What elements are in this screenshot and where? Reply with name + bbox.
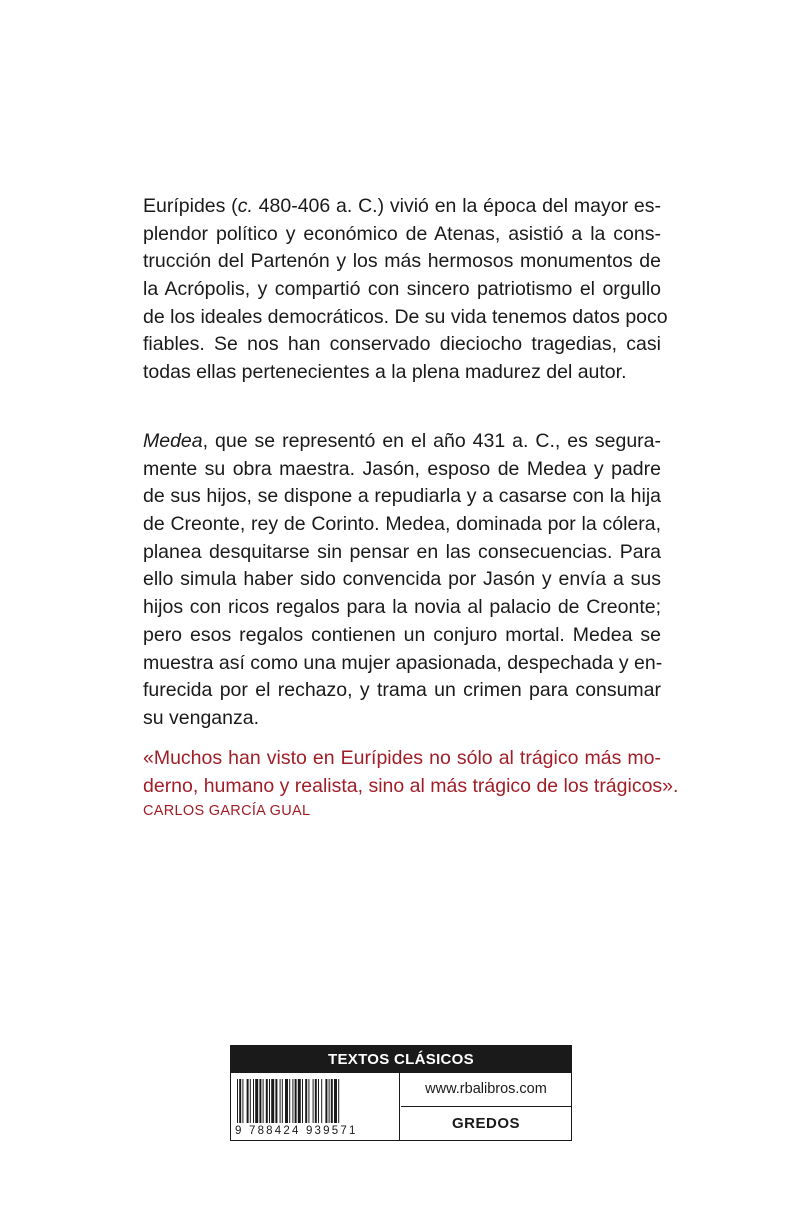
text-line: la Acrópolis, y compartió con sincero patriotismo el orgullo	[143, 278, 661, 301]
barcode-bar	[289, 1079, 290, 1123]
barcode-bar	[325, 1079, 327, 1123]
text-line: furecida por el rechazo, y trama un crimen para consumar	[143, 679, 661, 702]
barcode-bar	[305, 1079, 307, 1123]
text-line: su venganza.	[143, 706, 260, 729]
publisher-name: GREDOS	[451, 1115, 520, 1132]
barcode-bar	[271, 1079, 274, 1123]
description-paragraph-1	[143, 193, 668, 387]
quote-line: «Muchos han visto en Eurípides no sólo al trágico más mo-	[143, 747, 661, 769]
quote-line: derno, humano y realista, sino al más trágico de los trágicos».	[143, 774, 679, 797]
text-line: fiables. Se nos han conservado dieciocho tragedias, casi	[143, 333, 661, 356]
description-paragraph-2	[143, 428, 661, 733]
text-line: de Creonte, rey de Corinto. Medea, dominada por la cólera,	[143, 513, 661, 536]
barcode-bar	[282, 1079, 283, 1123]
barcode	[231, 1073, 400, 1140]
barcode-bar	[302, 1079, 303, 1123]
barcode-bar	[237, 1079, 238, 1123]
publisher-url: www.rbalibros.com	[401, 1073, 571, 1107]
text-line: muestra así como una mujer apasionada, despechada y en-	[143, 651, 663, 674]
barcode-bar	[298, 1079, 301, 1123]
barcode-bar	[329, 1079, 330, 1123]
barcode-bar	[263, 1079, 264, 1123]
barcode-bar	[250, 1079, 251, 1123]
review-quote	[143, 745, 679, 800]
barcode-bar	[334, 1079, 337, 1123]
barcode-bar	[295, 1079, 297, 1123]
barcode-bar	[275, 1079, 277, 1123]
text-line: planea desquitarse sin pensar en las consecuencias. Para	[143, 540, 661, 563]
text-line: hijos con ricos regalos para la novia al palacio de Creonte;	[143, 596, 661, 619]
barcode-bar	[269, 1079, 270, 1123]
text-line: Medea, que se representó en el año 431 a. C., es segura-	[143, 430, 661, 452]
barcode-bar	[338, 1079, 339, 1123]
text-line: Eurípides (c. 480-406 a. C.) vivió en la época del mayor es-	[143, 195, 662, 217]
barcode-bar	[280, 1079, 281, 1123]
barcode-bar	[239, 1079, 241, 1123]
barcode-bar	[331, 1079, 333, 1123]
text-line: de sus hijos, se dispone a repudiarla y a casarse con la hija	[143, 485, 661, 508]
barcode-bar	[259, 1079, 261, 1123]
text-line: mente su obra maestra. Jasón, esposo de Medea y padre	[143, 457, 661, 480]
text-line: todas ellas pertenecientes a la plena madurez del autor.	[143, 361, 627, 384]
barcode-bar	[313, 1079, 314, 1123]
barcode-bar	[308, 1079, 309, 1123]
barcode-bar	[285, 1079, 288, 1123]
text-line: trucción del Partenón y los más hermosos monumentos de	[143, 250, 661, 273]
barcode-icon	[237, 1079, 393, 1123]
barcode-bar	[321, 1079, 322, 1123]
barcode-bar	[315, 1079, 317, 1123]
quote-author: CARLOS GARCÍA GUAL	[143, 803, 311, 819]
text-line: plendor político y económico de Atenas, asistió a la cons-	[143, 222, 661, 245]
text-line: de los ideales democráticos. De su vida tenemos datos poco	[143, 305, 668, 328]
text-line: pero esos regalos contienen un conjuro mortal. Medea se	[143, 623, 661, 646]
collection-name: TEXTOS CLÁSICOS	[231, 1046, 571, 1073]
isbn-number: 9 788424 939571	[235, 1125, 358, 1137]
barcode-bar	[255, 1079, 258, 1123]
barcode-bar	[292, 1079, 293, 1123]
text-line: ello simula haber sido convencida por Jasón y envía a sus	[143, 568, 661, 591]
barcode-bar	[253, 1079, 254, 1123]
back-cover-footer	[230, 1045, 572, 1141]
barcode-bar	[318, 1079, 319, 1123]
barcode-bar	[247, 1079, 249, 1123]
barcode-bar	[242, 1079, 243, 1123]
barcode-bar	[266, 1079, 268, 1123]
